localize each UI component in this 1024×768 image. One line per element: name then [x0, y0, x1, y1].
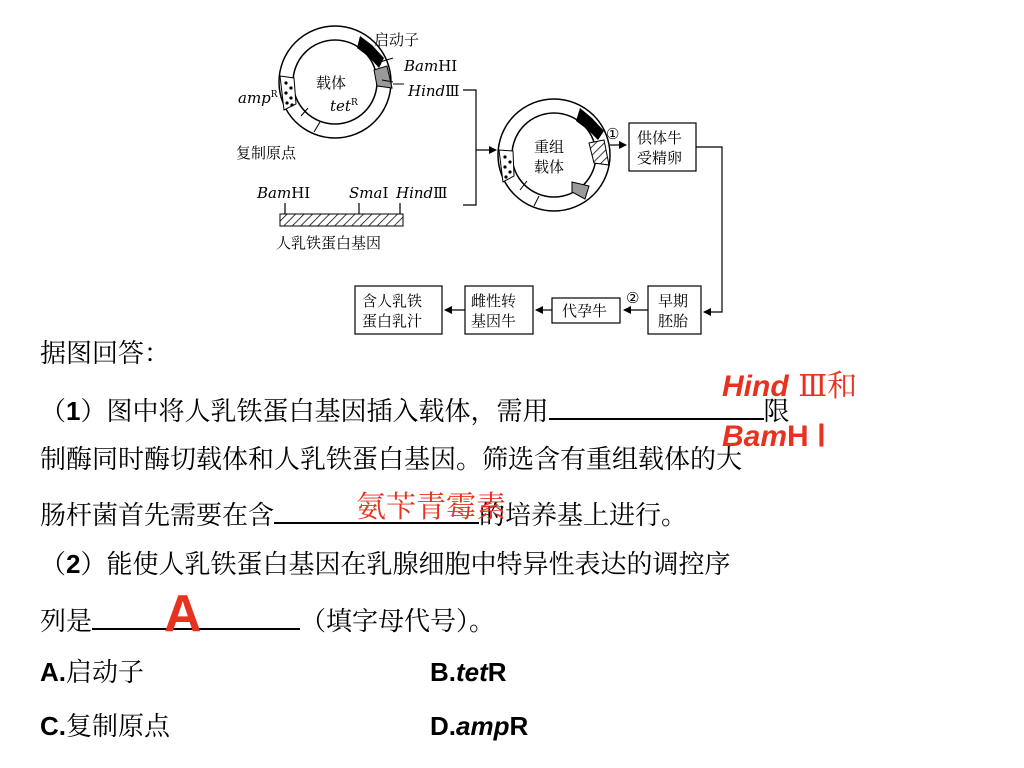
promoter-label: 启动子	[374, 31, 420, 49]
recombinant-label-2: 载体	[534, 158, 565, 176]
answer-1-line1: Hind Ⅲ和	[722, 369, 858, 404]
female-cow-label-2: 基因牛	[471, 312, 517, 330]
q2-line2: 列是 （填字母代号）。	[40, 602, 495, 638]
answer-1-line2: BamH Ⅰ	[722, 420, 826, 453]
option-b: B.tetR	[430, 657, 507, 687]
ampR-segment	[280, 76, 296, 110]
q1-line3: 肠杆菌首先需要在含 的培养基上进行。	[40, 496, 687, 532]
hindiii-site-label: HindⅢ	[408, 82, 460, 100]
tetR-label: tet$^R$	[330, 97, 358, 115]
milk-label-2: 蛋白乳汁	[362, 312, 423, 330]
answer-3: A	[164, 585, 202, 643]
recombinant-label-1: 重组	[534, 138, 565, 156]
option-c: C.复制原点	[40, 711, 171, 742]
ampR-label: amp$^R$	[238, 89, 278, 107]
q1-line1: （1）图中将人乳铁蛋白基因插入载体，需用 限	[40, 392, 790, 428]
gene-hindiii-label: HindⅢ	[396, 184, 448, 202]
q1-line2: 制酶同时酶切载体和人乳铁蛋白基因。筛选含有重组载体的大	[40, 445, 743, 475]
step1-label: ①	[606, 125, 620, 143]
step2-label: ②	[626, 289, 640, 307]
question-intro: 据图回答：	[40, 339, 171, 369]
embryo-label-2: 胚胎	[658, 312, 689, 330]
q2-line1: （2）能使人乳铁蛋白基因在乳腺细胞中特异性表达的调控序	[40, 549, 731, 580]
gene-fragment	[280, 214, 403, 226]
option-a: A.启动子	[40, 657, 145, 688]
bamhi-site-label: BamHⅠ	[404, 57, 458, 75]
donor-label-2: 受精卵	[637, 149, 683, 167]
gene-label: 人乳铁蛋白基因	[276, 234, 382, 252]
gene-bamhi-label: BamHⅠ	[257, 184, 311, 202]
embryo-label-1: 早期	[658, 292, 689, 310]
vector-label: 载体	[316, 74, 347, 92]
donor-label-1: 供体牛	[637, 129, 683, 147]
ori-label: 复制原点	[236, 144, 297, 162]
gene-smai-label: SmaⅠ	[349, 184, 389, 202]
answer-2: 氨苄青霉素	[356, 490, 506, 525]
genetic-engineering-diagram	[0, 0, 1024, 340]
female-cow-label-1: 雌性转	[471, 292, 517, 310]
surrogate-label: 代孕牛	[562, 302, 608, 320]
milk-label-1: 含人乳铁	[362, 292, 423, 310]
option-d: D.ampR	[430, 711, 529, 741]
